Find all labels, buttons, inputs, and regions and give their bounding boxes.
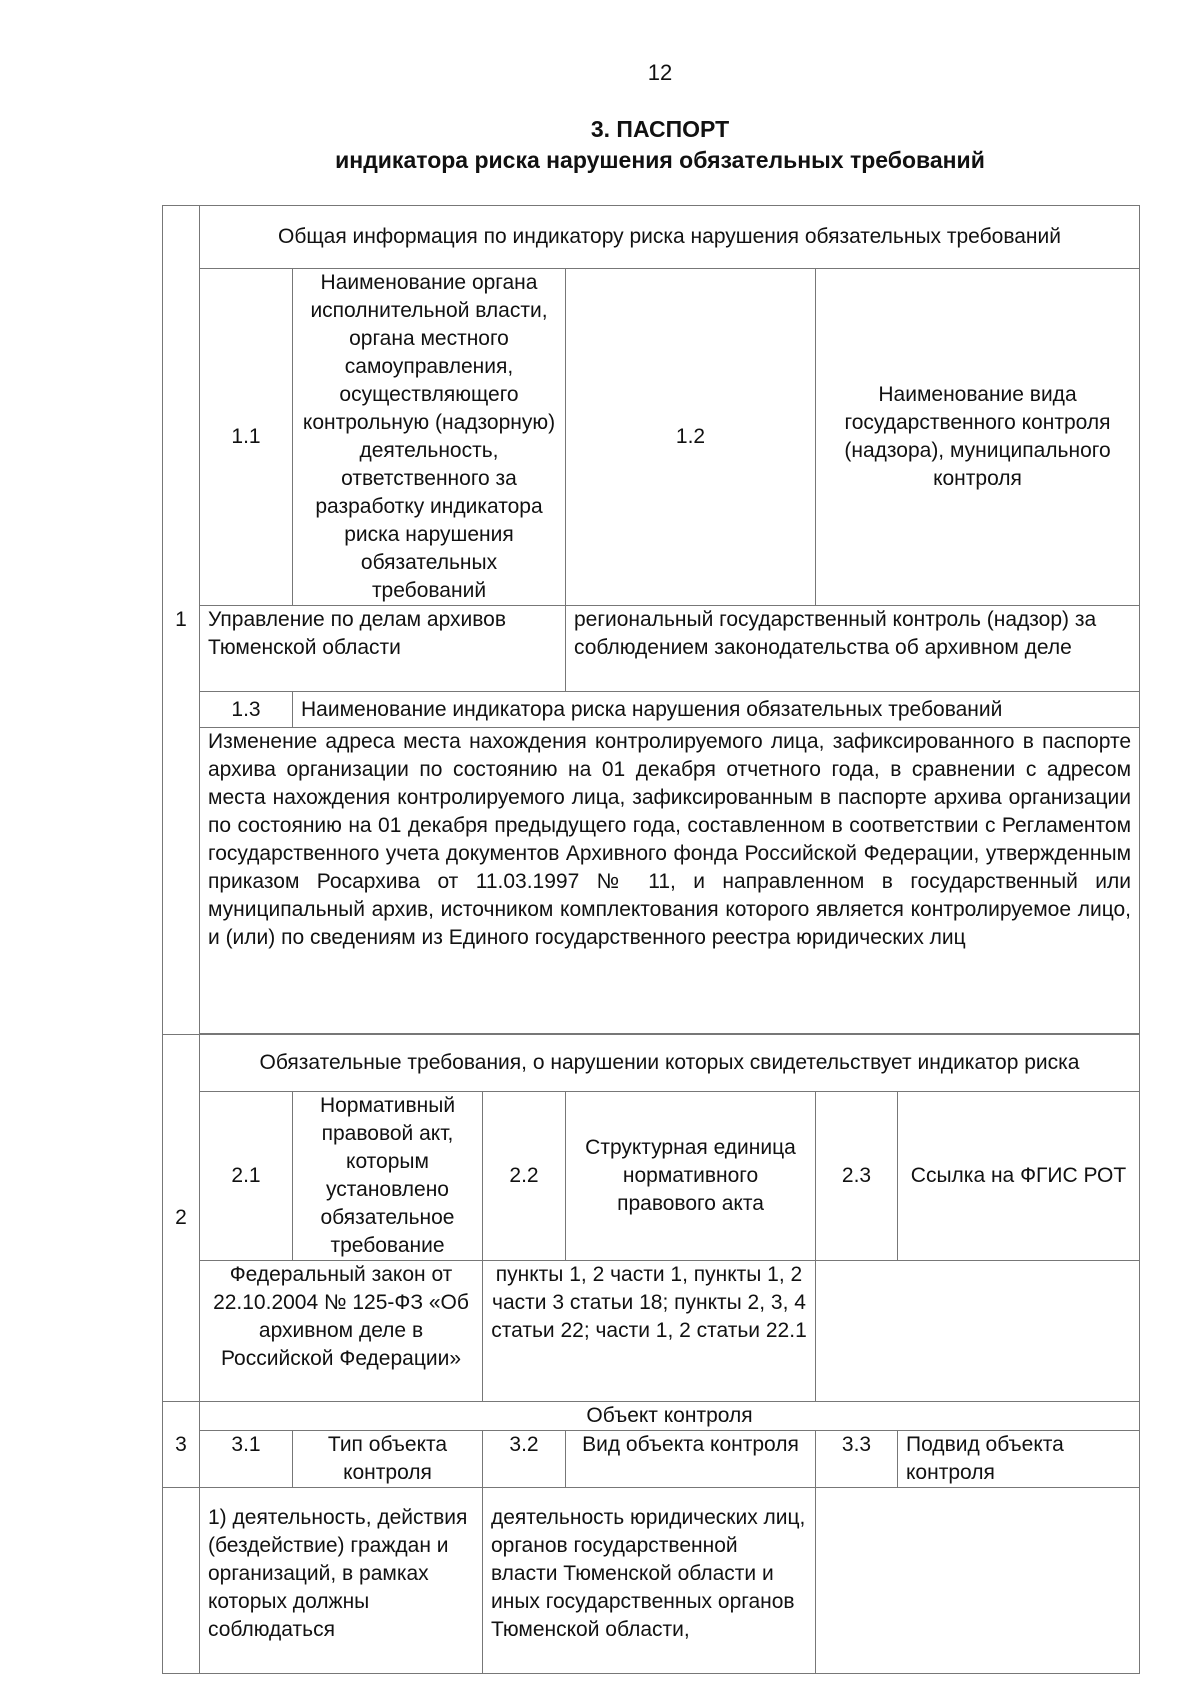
cell-1-2-number: 1.2 [566,269,816,606]
section-1-general-info: Общая информация по индикатору риска нарушения обязательных требований [200,206,1140,269]
document-title: 3. ПАСПОРТ [590,116,730,142]
cell-1-2-value: региональный государственный контроль (надзор) за соблюдением законодательства об архивном деле [566,606,1140,692]
cell-3-2-value: деятельность юридических лиц, органов государственной власти Тюменской области и иных государственных органов Тюменской области, [483,1488,816,1674]
cell-2-3-label: Ссылка на ФГИС РОТ [898,1092,1140,1261]
section-2-header: Обязательные требования, о нарушении которых свидетельствует индикатор риска [200,1035,1140,1092]
cell-2-2-number: 2.2 [483,1092,566,1261]
cell-3-3-label: Подвид объекта контроля [898,1431,1140,1488]
cell-1-3-label: Наименование индикатора риска нарушения обязательных требований [293,692,1140,728]
section-1-number: 1 [163,206,200,1035]
cell-3-2-number: 3.2 [483,1431,566,1488]
cell-2-3-number: 2.3 [816,1092,898,1261]
cell-3-3-value [816,1488,1140,1674]
page-number: 12 [647,60,673,85]
cell-1-1-number: 1.1 [200,269,293,606]
cell-2-1-label: Нормативный правовой акт, которым установлено обязательное требование [293,1092,483,1261]
cell-2-2-value: пункты 1, 2 части 1, пункты 1, 2 части 3 статьи 18; пункты 2, 3, 4 статьи 22; части 1, 2 статьи 22.1 [483,1261,816,1402]
cell-3-3-number: 3.3 [816,1431,898,1488]
cell-1-3-number: 1.3 [200,692,293,728]
cell-2-2-label: Структурная единица нормативного правового акта [566,1092,816,1261]
document-subtitle: индикатора риска нарушения обязательных требований [335,147,985,173]
passport-table [162,205,1140,1674]
section-3-number-continuation [163,1488,200,1674]
cell-1-1-value: Управление по делам архивов Тюменской области [200,606,566,692]
cell-1-1-label: Наименование органа исполнительной власти, органа местного самоуправления, осуществляющего контрольную (надзорную) деятельность, ответственного за разработку индикатора риска нарушения обязательных требований [293,269,566,606]
cell-2-1-number: 2.1 [200,1092,293,1261]
cell-2-3-value [816,1261,1140,1402]
cell-3-1-number: 3.1 [200,1431,293,1488]
section-3-number: 3 [163,1402,200,1488]
section-2-number: 2 [163,1035,200,1402]
cell-1-2-label: Наименование вида государственного контроля (надзора), муниципального контроля [816,269,1140,606]
cell-3-1-value: 1) деятельность, действия (бездействие) граждан и организаций, в рамках которых должны соблюдаться [200,1488,483,1674]
cell-3-1-label: Тип объекта контроля [293,1431,483,1488]
section-3-header: Объект контроля [200,1402,1140,1431]
cell-2-1-value: Федеральный закон от 22.10.2004 № 125-ФЗ «Об архивном деле в Российской Федерации» [200,1261,483,1402]
indicator-description: Изменение адреса места нахождения контролируемого лица, зафиксированного в паспорте архива организации по состоянию на 01 декабря отчетного года, в сравнении с адресом места нахождения контролируемого лица, зафиксированным в паспорте архива организации по состоянию на 01 декабря предыдущего года, составленном в соответствии с Регламентом государственного учета документов Архивного фонда Российской Федерации, утвержденным приказом Росархива от 11.03.1997 № 11, и направленном в государственный или муниципальный архив, источником комплектования которого является контролируемое лицо, и (или) по сведениям из Единого государственного реестра юридических лиц [200,728,1140,1034]
cell-3-2-label: Вид объекта контроля [566,1431,816,1488]
